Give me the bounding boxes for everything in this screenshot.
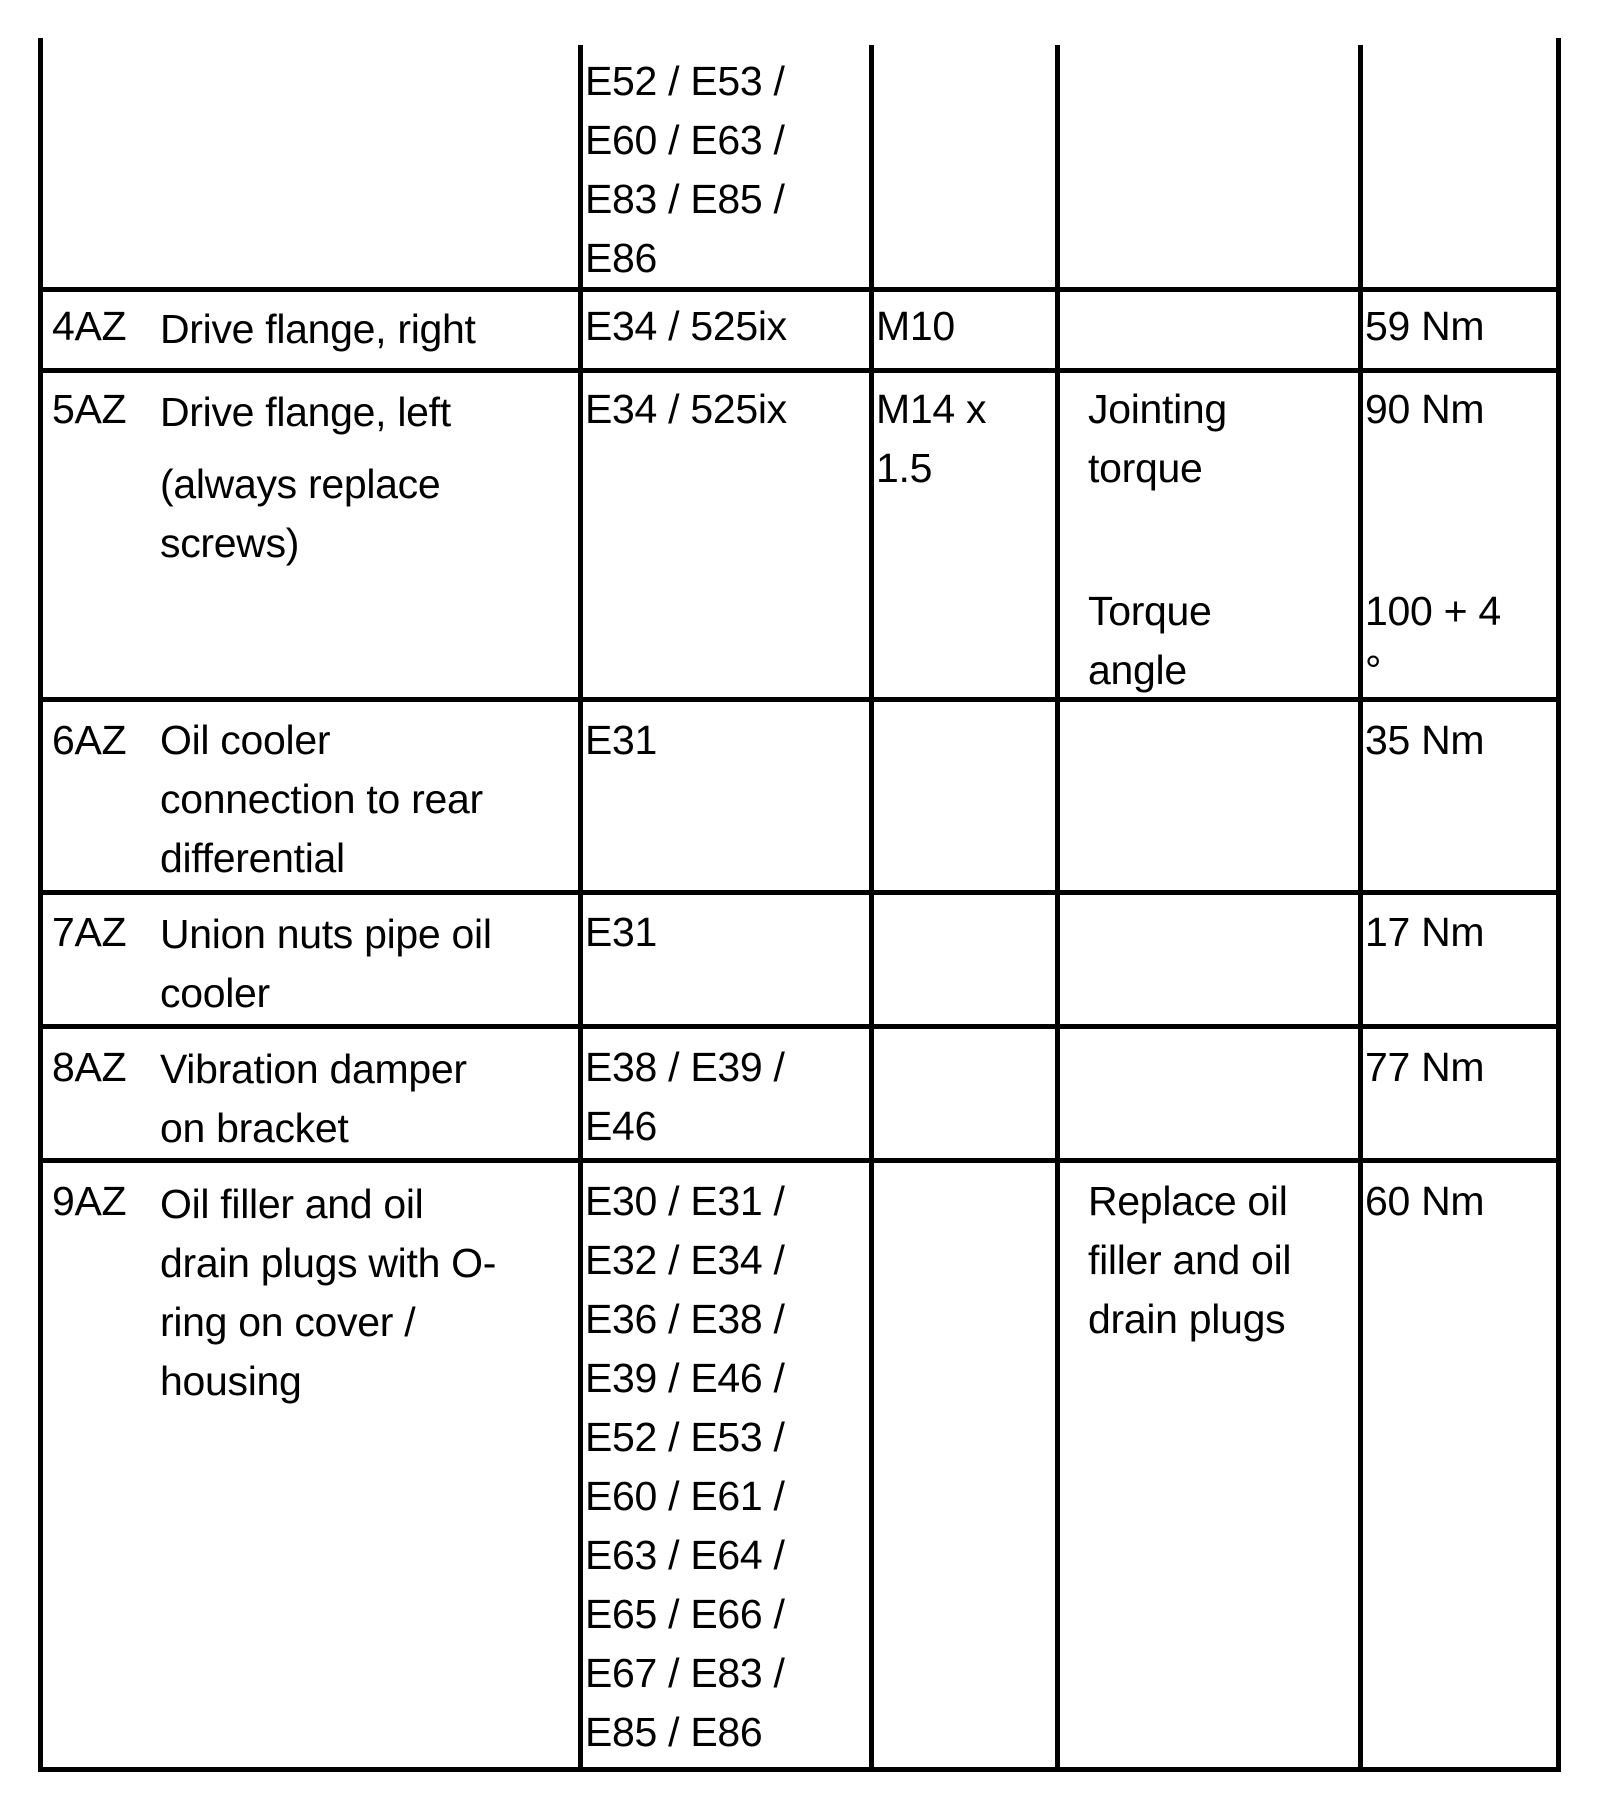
row-number: 4AZ [52, 303, 127, 349]
column-divider [869, 45, 874, 1772]
row-models: E31 [585, 717, 658, 763]
row-divider [38, 1767, 1561, 1772]
row-description: Drive flange, left [160, 389, 451, 435]
row-models: E34 / 525ix [585, 386, 787, 432]
row-thread: M10 [876, 303, 955, 349]
row-torque: 60 Nm [1365, 1178, 1485, 1224]
row-description: Vibration damper on bracket [160, 1046, 467, 1151]
row-torque: 35 Nm [1365, 717, 1485, 763]
row-divider [38, 1158, 1561, 1163]
row-remark-secondary: Torque angle [1088, 588, 1212, 693]
row-models: E52 / E53 / E60 / E63 / E83 / E85 / E86 [585, 58, 785, 281]
column-divider [1556, 38, 1561, 1772]
row-divider [38, 287, 1561, 292]
row-description: Union nuts pipe oil cooler [160, 911, 492, 1016]
row-description-note: (always replace screws) [160, 461, 441, 566]
column-divider [38, 38, 43, 1772]
row-models: E38 / E39 / E46 [585, 1044, 785, 1149]
column-divider [1358, 45, 1363, 1772]
row-models: E34 / 525ix [585, 303, 787, 349]
row-description: Oil filler and oil drain plugs with O- ring on cover / housing [160, 1181, 497, 1404]
row-remark: Replace oil filler and oil drain plugs [1088, 1178, 1292, 1342]
row-remark: Jointing torque [1088, 386, 1227, 491]
row-divider [38, 697, 1561, 702]
row-number: 6AZ [52, 717, 127, 763]
row-number: 8AZ [52, 1044, 127, 1090]
row-description: Drive flange, right [160, 306, 476, 352]
row-divider [38, 890, 1561, 895]
row-number: 7AZ [52, 909, 127, 955]
row-thread: M14 x 1.5 [876, 386, 987, 491]
row-number: 9AZ [52, 1178, 127, 1224]
row-torque-secondary: 100 + 4 ° [1365, 588, 1501, 693]
row-torque: 90 Nm [1365, 386, 1485, 432]
row-models: E30 / E31 / E32 / E34 / E36 / E38 / E39 / E46 / E52 / E53 / E60 / E61 / E63 / E64 / E65 / E66 / E67 / E83 / E85 / E86 [585, 1178, 785, 1755]
row-torque: 77 Nm [1365, 1044, 1485, 1090]
row-number: 5AZ [52, 386, 127, 432]
row-divider [38, 368, 1561, 373]
column-divider [578, 45, 583, 1772]
row-torque: 59 Nm [1365, 303, 1485, 349]
row-divider [38, 1024, 1561, 1029]
row-description: Oil cooler connection to rear differential [160, 717, 483, 881]
row-torque: 17 Nm [1365, 909, 1485, 955]
column-divider [1055, 45, 1060, 1772]
row-models: E31 [585, 909, 658, 955]
